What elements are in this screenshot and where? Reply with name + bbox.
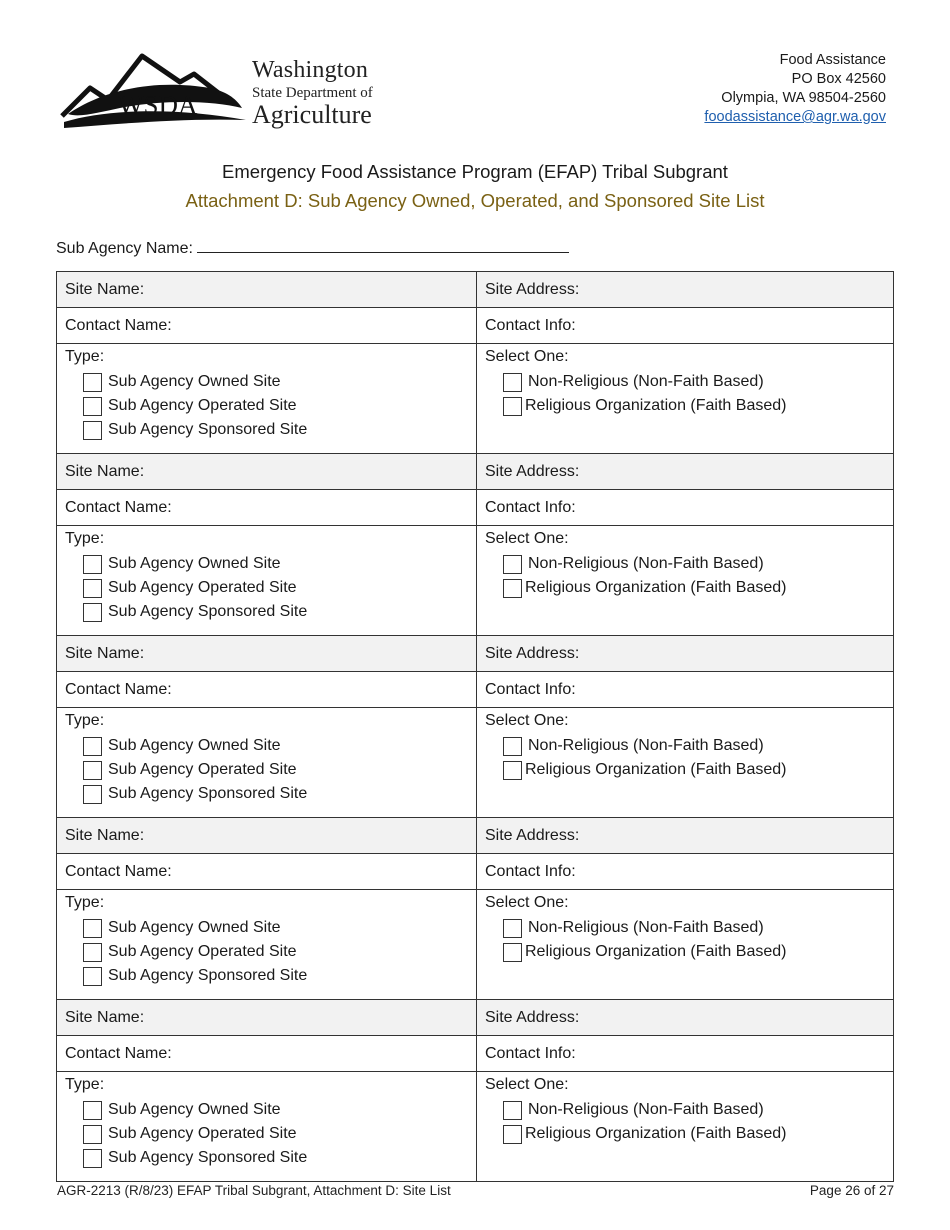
site-name-label: Site Name: — [65, 826, 145, 844]
type-option — [83, 552, 468, 576]
checkbox[interactable] — [83, 919, 102, 938]
checkbox[interactable] — [83, 943, 102, 962]
address-box: PO Box 42560 — [791, 71, 886, 87]
site-address-label: Site Address: — [485, 280, 580, 298]
contact-name-cell[interactable] — [57, 1036, 477, 1072]
type-cell — [57, 1072, 477, 1182]
affiliation-option — [503, 758, 885, 782]
affiliation-option-label: Non-Religious (Non-Faith Based) — [528, 555, 764, 572]
contact-row — [57, 672, 894, 708]
type-option — [83, 758, 468, 782]
checkbox[interactable] — [503, 919, 522, 938]
checkbox[interactable] — [503, 555, 522, 574]
site-name-cell[interactable] — [57, 636, 477, 672]
site-address-label: Site Address: — [485, 1008, 580, 1026]
site-name-label: Site Name: — [65, 644, 145, 662]
contact-name-label: Contact Name: — [65, 862, 172, 880]
type-row — [57, 890, 894, 1000]
select-one-label: Select One: — [485, 1076, 569, 1093]
type-option-label: Sub Agency Operated Site — [108, 943, 297, 960]
checkbox[interactable] — [83, 421, 102, 440]
site-name-cell[interactable] — [57, 272, 477, 308]
checkbox[interactable] — [83, 579, 102, 598]
checkbox[interactable] — [83, 1125, 102, 1144]
affiliation-option-label: Non-Religious (Non-Faith Based) — [528, 737, 764, 754]
type-option-label: Sub Agency Owned Site — [108, 555, 281, 572]
site-name-label: Site Name: — [65, 280, 145, 298]
select-one-label: Select One: — [485, 348, 569, 365]
site-name-label: Site Name: — [65, 462, 145, 480]
type-row — [57, 526, 894, 636]
checkbox[interactable] — [83, 373, 102, 392]
contact-info-label: Contact Info: — [485, 1044, 576, 1062]
site-address-cell[interactable] — [477, 272, 894, 308]
type-cell — [57, 526, 477, 636]
checkbox[interactable] — [83, 785, 102, 804]
affiliation-option-label: Religious Organization (Faith Based) — [525, 761, 787, 778]
type-option-label: Sub Agency Owned Site — [108, 737, 281, 754]
contact-row — [57, 854, 894, 890]
type-option-label: Sub Agency Owned Site — [108, 1101, 281, 1118]
type-option-label: Sub Agency Sponsored Site — [108, 1149, 308, 1166]
affiliation-option-label: Religious Organization (Faith Based) — [525, 1125, 787, 1142]
site-name-row — [57, 1000, 894, 1036]
site-address-cell[interactable] — [477, 1000, 894, 1036]
checkbox[interactable] — [503, 373, 522, 392]
contact-name-cell[interactable] — [57, 854, 477, 890]
affiliation-option — [503, 370, 885, 394]
checkbox[interactable] — [83, 761, 102, 780]
affiliation-option — [503, 916, 885, 940]
checkbox[interactable] — [83, 1149, 102, 1168]
site-address-label: Site Address: — [485, 644, 580, 662]
select-one-cell — [477, 344, 894, 454]
type-option-label: Sub Agency Operated Site — [108, 397, 297, 414]
mountain-logo-icon — [60, 48, 260, 134]
contact-name-cell[interactable] — [57, 308, 477, 344]
select-one-label: Select One: — [485, 894, 569, 911]
contact-info-cell[interactable] — [477, 490, 894, 526]
affiliation-option — [503, 734, 885, 758]
affiliation-option-label: Non-Religious (Non-Faith Based) — [528, 919, 764, 936]
checkbox[interactable] — [503, 761, 522, 780]
sub-agency-name-label: Sub Agency Name: — [56, 240, 193, 257]
site-address-label: Site Address: — [485, 462, 580, 480]
affiliation-option — [503, 940, 885, 964]
document-subtitle: Attachment D: Sub Agency Owned, Operated, and Sponsored Site List — [185, 190, 765, 211]
type-option — [83, 1098, 468, 1122]
type-option — [83, 394, 468, 418]
site-name-label: Site Name: — [65, 1008, 145, 1026]
type-row — [57, 708, 894, 818]
affiliation-option-label: Religious Organization (Faith Based) — [525, 943, 787, 960]
contact-info-label: Contact Info: — [485, 498, 576, 516]
document-title: Emergency Food Assistance Program (EFAP) Tribal Subgrant — [222, 161, 728, 182]
site-address-cell[interactable] — [477, 818, 894, 854]
footer-page-number: Page 26 of 27 — [809, 1183, 894, 1198]
contact-name-label: Contact Name: — [65, 680, 172, 698]
site-name-row — [57, 272, 894, 308]
logo-agency-name — [252, 58, 373, 128]
logo-line-1: Washington — [252, 57, 369, 83]
type-label: Type: — [65, 530, 105, 547]
type-option — [83, 1146, 468, 1170]
site-name-row — [57, 818, 894, 854]
type-option — [83, 600, 468, 624]
logo-wordmark: WSDA — [118, 90, 198, 120]
sub-agency-name-input-line[interactable] — [197, 238, 569, 253]
type-label: Type: — [65, 348, 105, 365]
contact-row — [57, 490, 894, 526]
address-block — [704, 51, 886, 127]
affiliation-option — [503, 394, 885, 418]
type-option — [83, 916, 468, 940]
type-option — [83, 1122, 468, 1146]
site-address-cell[interactable] — [477, 454, 894, 490]
type-label: Type: — [65, 1076, 105, 1093]
checkbox[interactable] — [83, 737, 102, 756]
contact-info-label: Contact Info: — [485, 862, 576, 880]
type-label: Type: — [65, 712, 105, 729]
type-option-label: Sub Agency Owned Site — [108, 919, 281, 936]
site-name-row — [57, 454, 894, 490]
checkbox[interactable] — [83, 967, 102, 986]
address-dept: Food Assistance — [779, 52, 886, 68]
affiliation-option-label: Religious Organization (Faith Based) — [525, 397, 787, 414]
contact-info-cell[interactable] — [477, 1036, 894, 1072]
contact-info-cell[interactable] — [477, 854, 894, 890]
type-row — [57, 1072, 894, 1182]
site-name-row — [57, 636, 894, 672]
contact-name-label: Contact Name: — [65, 498, 172, 516]
address-city: Olympia, WA 98504-2560 — [721, 90, 886, 106]
affiliation-option-label: Religious Organization (Faith Based) — [525, 579, 787, 596]
logo-line-2: State Department of — [252, 85, 373, 101]
contact-info-label: Contact Info: — [485, 680, 576, 698]
contact-info-cell[interactable] — [477, 672, 894, 708]
select-one-cell — [477, 708, 894, 818]
site-name-cell[interactable] — [57, 818, 477, 854]
contact-name-cell[interactable] — [57, 672, 477, 708]
site-address-cell[interactable] — [477, 636, 894, 672]
type-option-label: Sub Agency Operated Site — [108, 1125, 297, 1142]
affiliation-option-label: Non-Religious (Non-Faith Based) — [528, 373, 764, 390]
type-option — [83, 964, 468, 988]
type-option — [83, 370, 468, 394]
logo-line-3: Agriculture — [252, 100, 372, 129]
type-cell — [57, 708, 477, 818]
type-option-label: Sub Agency Sponsored Site — [108, 967, 308, 984]
type-option-label: Sub Agency Sponsored Site — [108, 421, 308, 438]
checkbox[interactable] — [503, 943, 522, 962]
select-one-label: Select One: — [485, 712, 569, 729]
checkbox[interactable] — [503, 397, 522, 416]
type-option-label: Sub Agency Sponsored Site — [108, 603, 308, 620]
select-one-cell — [477, 1072, 894, 1182]
checkbox[interactable] — [503, 579, 522, 598]
select-one-label: Select One: — [485, 530, 569, 547]
affiliation-option — [503, 1122, 885, 1146]
checkbox[interactable] — [503, 1101, 522, 1120]
type-option-label: Sub Agency Operated Site — [108, 579, 297, 596]
type-option-label: Sub Agency Sponsored Site — [108, 785, 308, 802]
type-option — [83, 576, 468, 600]
contact-info-cell[interactable] — [477, 308, 894, 344]
site-list-table — [56, 271, 894, 1182]
select-one-cell — [477, 890, 894, 1000]
contact-name-label: Contact Name: — [65, 1044, 172, 1062]
checkbox[interactable] — [83, 555, 102, 574]
contact-info-label: Contact Info: — [485, 316, 576, 334]
select-one-cell — [477, 526, 894, 636]
type-option — [83, 782, 468, 806]
site-address-label: Site Address: — [485, 826, 580, 844]
type-cell — [57, 344, 477, 454]
affiliation-option — [503, 576, 885, 600]
contact-name-label: Contact Name: — [65, 316, 172, 334]
type-label: Type: — [65, 894, 105, 911]
contact-row — [57, 308, 894, 344]
affiliation-option — [503, 552, 885, 576]
type-option — [83, 940, 468, 964]
checkbox[interactable] — [503, 737, 522, 756]
footer-form-id: AGR-2213 (R/8/23) EFAP Tribal Subgrant, Attachment D: Site List — [57, 1183, 451, 1198]
type-option — [83, 734, 468, 758]
sub-agency-name-field — [56, 238, 569, 258]
type-option — [83, 418, 468, 442]
affiliation-option — [503, 1098, 885, 1122]
checkbox[interactable] — [83, 603, 102, 622]
site-name-cell[interactable] — [57, 1000, 477, 1036]
type-cell — [57, 890, 477, 1000]
contact-name-cell[interactable] — [57, 490, 477, 526]
email-link[interactable]: foodassistance@agr.wa.gov — [704, 109, 886, 125]
checkbox[interactable] — [83, 397, 102, 416]
affiliation-option-label: Non-Religious (Non-Faith Based) — [528, 1101, 764, 1118]
type-option-label: Sub Agency Owned Site — [108, 373, 281, 390]
checkbox[interactable] — [503, 1125, 522, 1144]
type-option-label: Sub Agency Operated Site — [108, 761, 297, 778]
contact-row — [57, 1036, 894, 1072]
checkbox[interactable] — [83, 1101, 102, 1120]
site-name-cell[interactable] — [57, 454, 477, 490]
type-row — [57, 344, 894, 454]
